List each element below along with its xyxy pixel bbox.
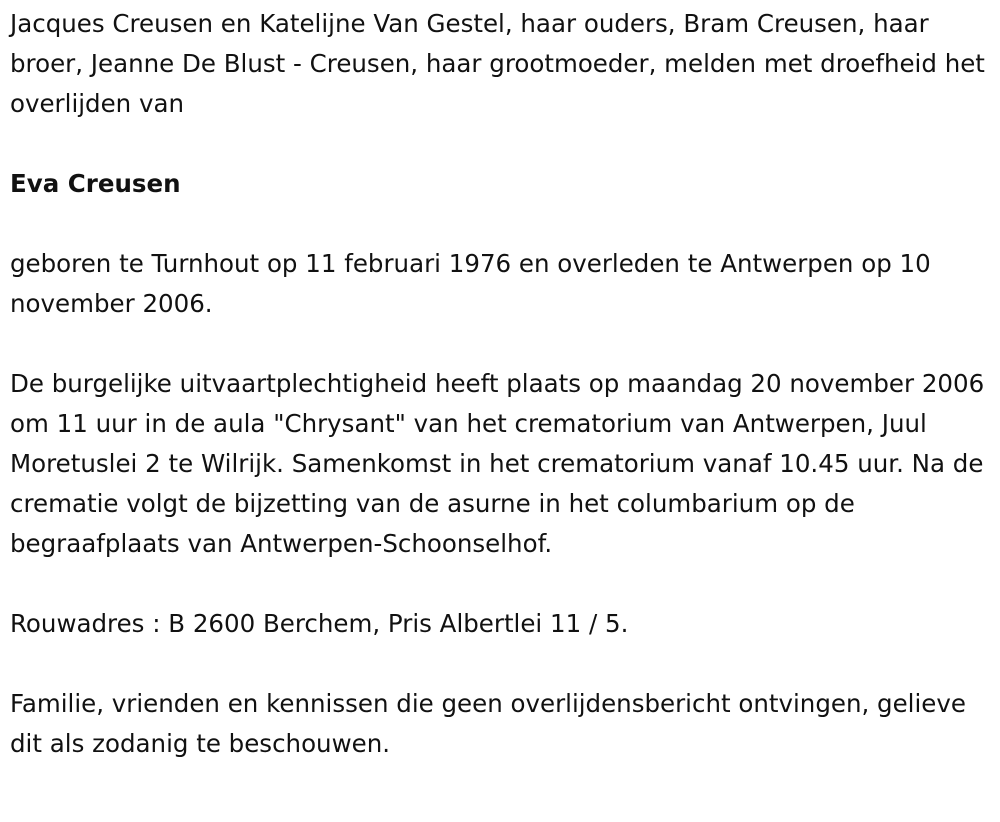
- intro-paragraph: Jacques Creusen en Katelijne Van Gestel, haar ouders, Bram Creusen, haar broer, Jeanne De Blust - Creusen, haar grootmoeder, melden met droefheid het overlijden van: [10, 9, 985, 118]
- ceremony-paragraph: De burgelijke uitvaartplechtigheid heeft plaats op maandag 20 november 2006 om 11 uur in de aula "Chrysant" van het crematorium van Antwerpen, Juul Moretuslei 2 te Wilrijk. Samenkomst in het crematorium vanaf 10.45 uur. Na de crematie volgt de bijzetting van de asurne in het columbarium op de begraafplaats van Antwerpen-Schoonselhof.: [10, 369, 985, 558]
- closing-paragraph: Familie, vrienden en kennissen die geen overlijdensbericht ontvingen, gelieve dit als zodanig te beschouwen.: [10, 689, 966, 758]
- birth-death-paragraph: geboren te Turnhout op 11 februari 1976 en overleden te Antwerpen op 10 november 2006.: [10, 249, 931, 318]
- obituary-notice: [10, 4, 985, 764]
- address-paragraph: Rouwadres : B 2600 Berchem, Pris Albertlei 11 / 5.: [10, 609, 629, 638]
- deceased-name: Eva Creusen: [10, 169, 181, 198]
